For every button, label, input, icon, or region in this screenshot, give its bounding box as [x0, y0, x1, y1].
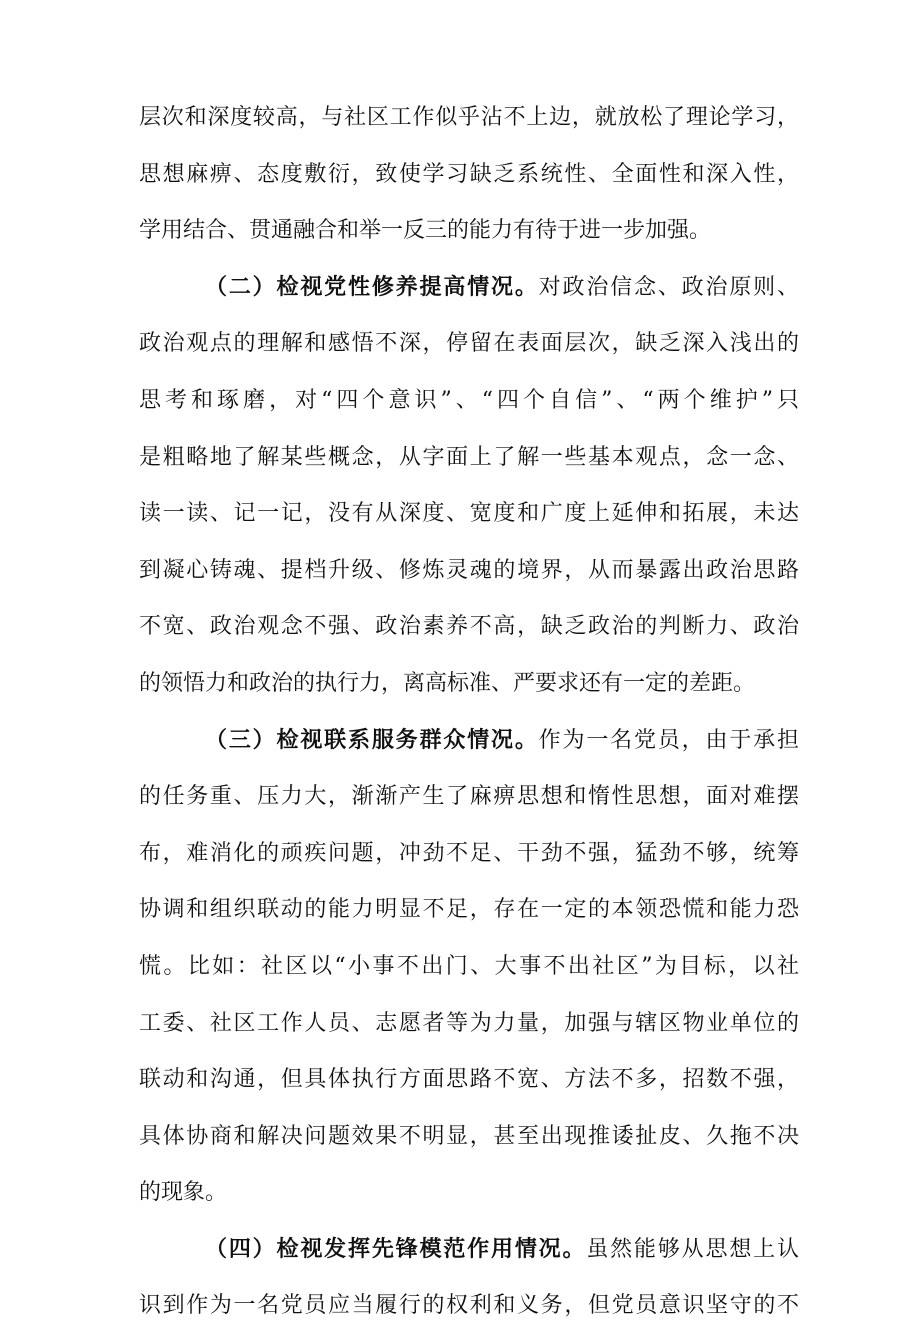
- section-4-first-text: 虽然能够从思想上认: [586, 1236, 799, 1262]
- paragraph-line: 识到作为一名党员应当履行的权利和义务，但党员意识坚守的不: [139, 1293, 799, 1319]
- paragraph-line: 思想麻痹、态度敷衍，致使学习缺乏系统性、全面性和深入性，: [139, 161, 799, 187]
- paragraph-line: 读一读、记一记，没有从深度、宽度和广度上延伸和拓展，未达: [139, 501, 799, 527]
- paragraph-line: 联动和沟通，但具体执行方面思路不宽、方法不多，招数不强，: [139, 1067, 799, 1093]
- section-4-first-line: [139, 1222, 799, 1279]
- paragraph-line: 学用结合、贯通融合和举一反三的能力有待于进一步加强。: [139, 218, 712, 244]
- paragraph-line: 的领悟力和政治的执行力，离高标准、严要求还有一定的差距。: [139, 670, 756, 696]
- paragraph-line: 是粗略地了解某些概念，从字面上了解一些基本观点，念一念、: [139, 444, 799, 470]
- section-2-first-text: 对政治信念、政治原则、: [538, 274, 799, 300]
- section-3-first-text: 作为一名党员，由于承担: [538, 727, 799, 753]
- section-3-first-line: [139, 713, 799, 770]
- paragraph-line: 层次和深度较高，与社区工作似乎沾不上边，就放松了理论学习，: [139, 105, 799, 130]
- paragraph-line: 具体协商和解决问题效果不明显，甚至出现推诿扯皮、久拖不决: [139, 1123, 799, 1149]
- document-body: [139, 90, 799, 1335]
- section-2-first-line: [139, 260, 799, 317]
- section-4-heading: （四）检视发挥先锋模范作用情况。: [205, 1236, 587, 1262]
- paragraph-line: 慌。比如：社区以“小事不出门、大事不出社区”为目标，以社: [139, 953, 799, 979]
- paragraph-line: 工委、社区工作人员、志愿者等为力量，加强与辖区物业单位的: [139, 1010, 799, 1036]
- paragraph-line: 到凝心铸魂、提档升级、修炼灵魂的境界，从而暴露出政治思路: [139, 557, 799, 583]
- paragraph-line: 协调和组织联动的能力明显不足，存在一定的本领恐慌和能力恐: [139, 897, 799, 923]
- paragraph-line: 政治观点的理解和感悟不深，停留在表面层次，缺乏深入浅出的: [139, 331, 799, 357]
- paragraph-line: 的现象。: [139, 1180, 228, 1206]
- section-2-heading: （二）检视党性修养提高情况。: [205, 274, 539, 300]
- paragraph-line: 布，难消化的顽疾问题，冲劲不足、干劲不强，猛劲不够，统筹: [139, 840, 799, 866]
- section-3-heading: （三）检视联系服务群众情况。: [205, 727, 539, 753]
- paragraph-line: 的任务重、压力大，渐渐产生了麻痹思想和惰性思想，面对难摆: [139, 784, 799, 810]
- paragraph-line: 不宽、政治观念不强、政治素养不高，缺乏政治的判断力、政治: [139, 614, 799, 640]
- paragraph-line: 思考和琢磨，对“四个意识”、“四个自信”、“两个维护”只: [139, 387, 799, 413]
